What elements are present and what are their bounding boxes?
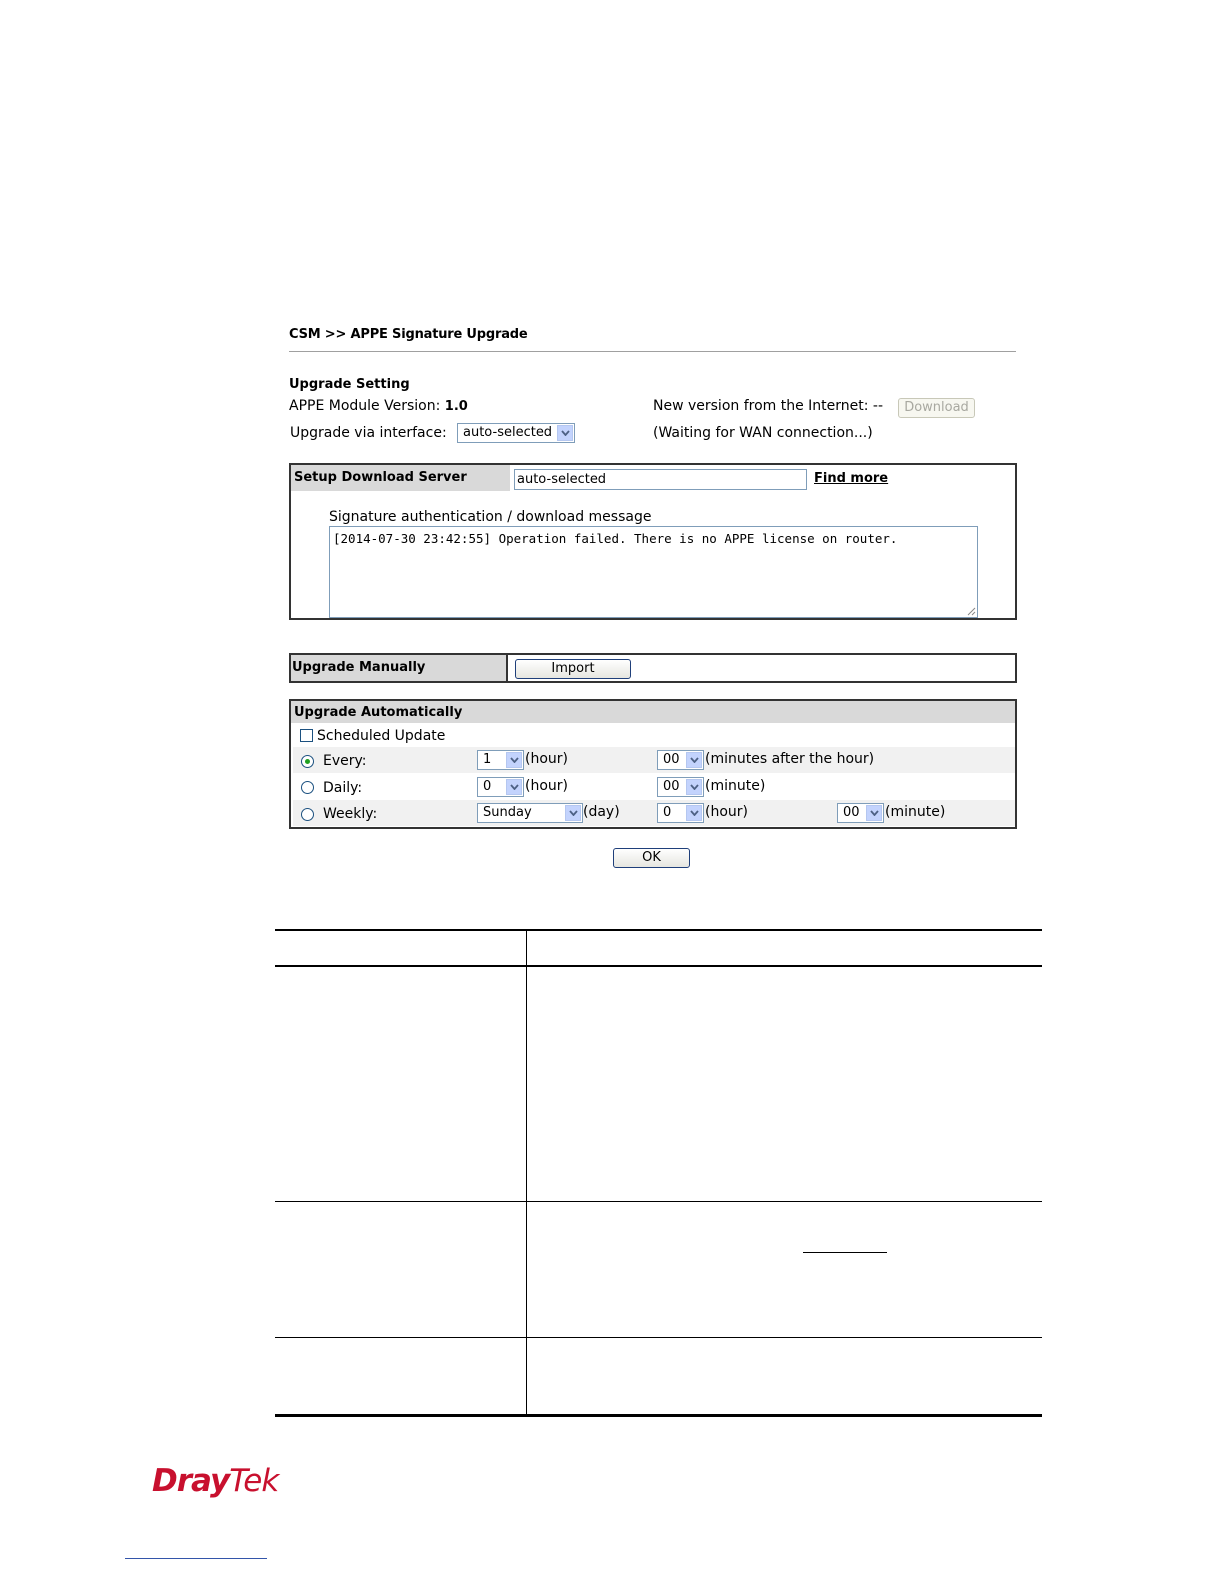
chevron-down-icon (506, 752, 522, 768)
upgrade-manually-box (289, 653, 1017, 683)
interface-label: Upgrade via interface: (290, 425, 447, 441)
download-server-label: Setup Download Server (291, 465, 510, 491)
module-version-label: APPE Module Version: (289, 398, 441, 414)
wan-status: (Waiting for WAN connection...) (653, 425, 873, 441)
every-minute-select[interactable] (657, 750, 704, 770)
message-label: Signature authentication / download message (329, 509, 652, 525)
daily-minute-unit: (minute) (705, 778, 766, 794)
daily-hour-value: 0 (483, 779, 492, 794)
every-minute-value: 00 (663, 752, 680, 767)
weekly-minute-select[interactable] (837, 803, 884, 823)
table-column-divider (526, 929, 527, 1417)
chevron-down-icon (866, 805, 882, 821)
scheduled-update-checkbox[interactable] (300, 729, 313, 742)
link-underline (803, 1252, 887, 1253)
import-button[interactable]: Import (515, 659, 631, 679)
new-version-label: New version from the Internet: -- (653, 398, 884, 414)
draytek-logo (152, 1463, 278, 1499)
upgrade-automatically-box (289, 699, 1017, 829)
weekly-minute-value: 00 (843, 805, 860, 820)
weekly-label: Weekly: (323, 806, 378, 822)
resize-grip-icon[interactable] (966, 606, 976, 616)
message-textarea[interactable] (329, 526, 978, 618)
daily-label: Daily: (323, 780, 363, 796)
scheduled-update-label: Scheduled Update (317, 728, 446, 744)
title-divider (289, 351, 1016, 352)
every-minute-unit: (minutes after the hour) (705, 751, 875, 767)
logo-dray: Dray (152, 1463, 230, 1499)
daily-radio[interactable] (301, 781, 314, 794)
find-more-link[interactable]: Find more (814, 471, 889, 486)
daily-minute-value: 00 (663, 779, 680, 794)
chevron-down-icon (686, 779, 702, 795)
table-row-divider (275, 1201, 1042, 1202)
download-server-input[interactable]: auto-selected (514, 469, 807, 490)
chevron-down-icon (565, 805, 581, 821)
upgrade-manually-label: Upgrade Manually (291, 655, 508, 681)
daily-hour-select[interactable] (477, 777, 524, 797)
chevron-down-icon (686, 752, 702, 768)
page-title: CSM >> APPE Signature Upgrade (289, 327, 528, 342)
every-label: Every: (323, 753, 367, 769)
weekly-radio[interactable] (301, 808, 314, 821)
chevron-down-icon (686, 805, 702, 821)
chevron-down-icon (557, 425, 573, 441)
table-top-border (275, 929, 1042, 931)
upgrade-setting-title: Upgrade Setting (289, 377, 410, 392)
table-header-border (275, 965, 1042, 967)
logo-tek: Tek (229, 1463, 279, 1499)
ok-button[interactable]: OK (613, 848, 690, 868)
weekly-day-value: Sunday (483, 805, 532, 820)
daily-hour-unit: (hour) (525, 778, 568, 794)
weekly-day-unit: (day) (583, 804, 620, 820)
upgrade-automatically-label: Upgrade Automatically (291, 701, 1015, 723)
every-radio[interactable] (301, 755, 314, 768)
every-hour-value: 1 (483, 752, 492, 767)
every-hour-select[interactable] (477, 750, 524, 770)
daily-minute-select[interactable] (657, 777, 704, 797)
message-text: [2014-07-30 23:42:55] Operation failed. There is no APPE license on router. (333, 531, 898, 546)
every-row-bg (293, 747, 1015, 773)
table-bottom-border (275, 1414, 1042, 1417)
weekly-minute-unit: (minute) (885, 804, 946, 820)
module-version-value: 1.0 (444, 399, 468, 414)
download-server-box (289, 463, 1017, 620)
every-hour-unit: (hour) (525, 751, 568, 767)
module-version-row (289, 398, 468, 414)
chevron-down-icon (506, 779, 522, 795)
weekly-hour-unit: (hour) (705, 804, 748, 820)
interface-select-value: auto-selected (463, 425, 553, 440)
download-button[interactable]: Download (898, 398, 975, 418)
weekly-hour-select[interactable] (657, 803, 704, 823)
weekly-hour-value: 0 (663, 805, 672, 820)
interface-select[interactable] (457, 423, 575, 443)
weekly-day-select[interactable] (477, 803, 583, 823)
footer-rule (125, 1558, 267, 1559)
table-row-divider (275, 1337, 1042, 1338)
